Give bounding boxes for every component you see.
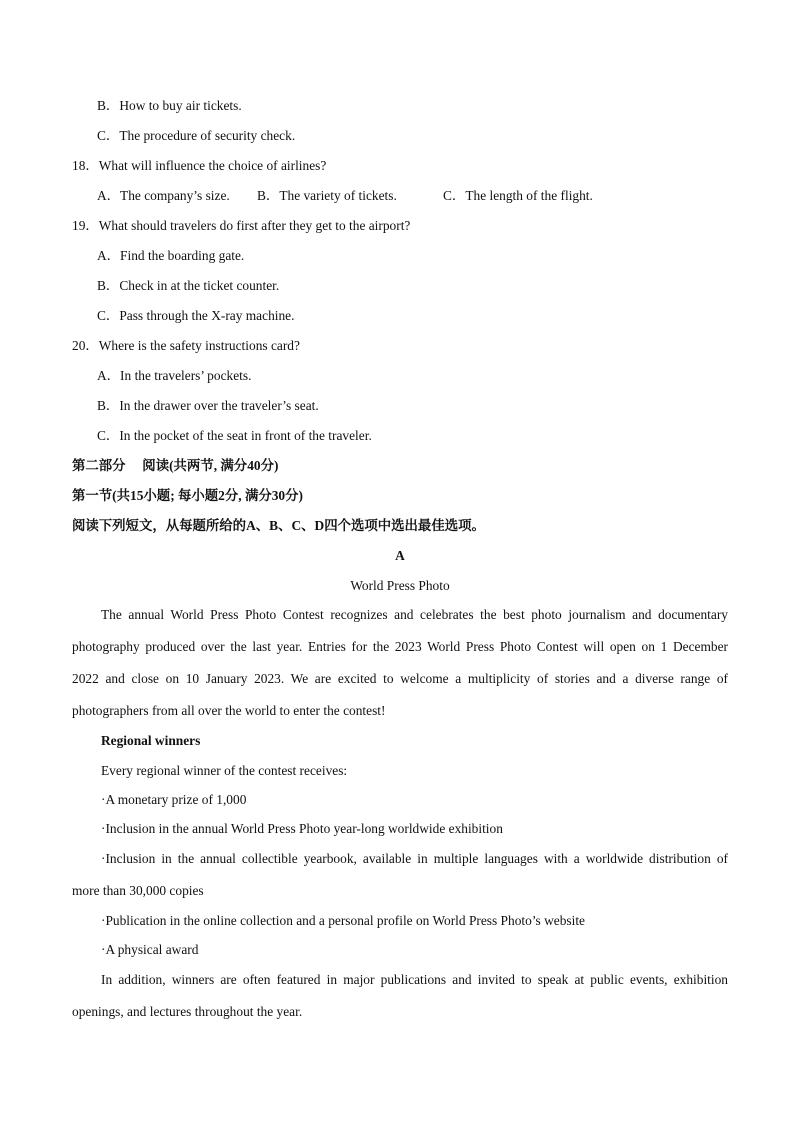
paragraph-line: 2022 and close on 10 January 2023. We are excited to welcome a multiplicity of stories and a diverse range of: [72, 671, 728, 686]
paragraph-line: The annual World Press Photo Contest recognizes and celebrates the best photo journalism and documentary: [101, 607, 728, 622]
option-c: C．In the pocket of the seat in front of the traveler.: [97, 428, 372, 443]
passage-title: World Press Photo: [350, 578, 450, 593]
list-item: ·A monetary prize of 1,000: [101, 792, 247, 807]
list-item: ·Publication in the online collection and a personal profile on World Press Photo’s website: [101, 913, 585, 928]
option-b: B．The variety of tickets.: [257, 188, 397, 203]
lead-text: Every regional winner of the contest receives:: [101, 763, 348, 778]
section-heading: 第二部分 阅读(共两节, 满分40分): [72, 458, 279, 473]
question-18: 18．What will influence the choice of airlines?: [72, 158, 327, 173]
list-item: ·Inclusion in the annual collectible yearbook, available in multiple languages with a worldwide distribution of: [101, 851, 728, 866]
option-c: C．Pass through the X-ray machine.: [97, 308, 295, 323]
option-b: B．In the drawer over the traveler’s seat.: [97, 398, 319, 413]
list-item: ·Inclusion in the annual World Press Photo year-long worldwide exhibition: [101, 821, 503, 836]
question-19: 19．What should travelers do first after they get to the airport?: [72, 218, 411, 233]
paragraph-line: openings, and lectures throughout the year.: [72, 1004, 303, 1019]
paragraph-line: In addition, winners are often featured in major publications and invited to speak at public events, exhibition: [101, 972, 728, 987]
subheading: Regional winners: [101, 733, 201, 748]
option-c: C．The length of the flight.: [443, 188, 593, 203]
list-item-continuation: more than 30,000 copies: [72, 883, 204, 898]
instruction: 阅读下列短文，从每题所给的A、B、C、D四个选项中选出最佳选项。: [72, 518, 485, 533]
option-b: B．Check in at the ticket counter.: [97, 278, 280, 293]
subsection-heading: 第一节(共15小题; 每小题2分, 满分30分): [72, 488, 303, 503]
paragraph-line: photography produced over the last year. Entries for the 2023 World Press Photo Contest will open on 1 December: [72, 639, 728, 654]
option-c: C．The procedure of security check.: [97, 128, 296, 143]
option-a: A．In the travelers’ pockets.: [97, 368, 252, 383]
passage-letter: A: [395, 548, 405, 563]
option-b: B．How to buy air tickets.: [97, 98, 242, 113]
option-a: A．The company’s size.: [97, 188, 230, 203]
question-20: 20．Where is the safety instructions card?: [72, 338, 300, 353]
option-a: A．Find the boarding gate.: [97, 248, 245, 263]
question-18-options: [97, 187, 737, 205]
list-item: ·A physical award: [101, 942, 199, 957]
paragraph-line: photographers from all over the world to enter the contest!: [72, 703, 386, 718]
